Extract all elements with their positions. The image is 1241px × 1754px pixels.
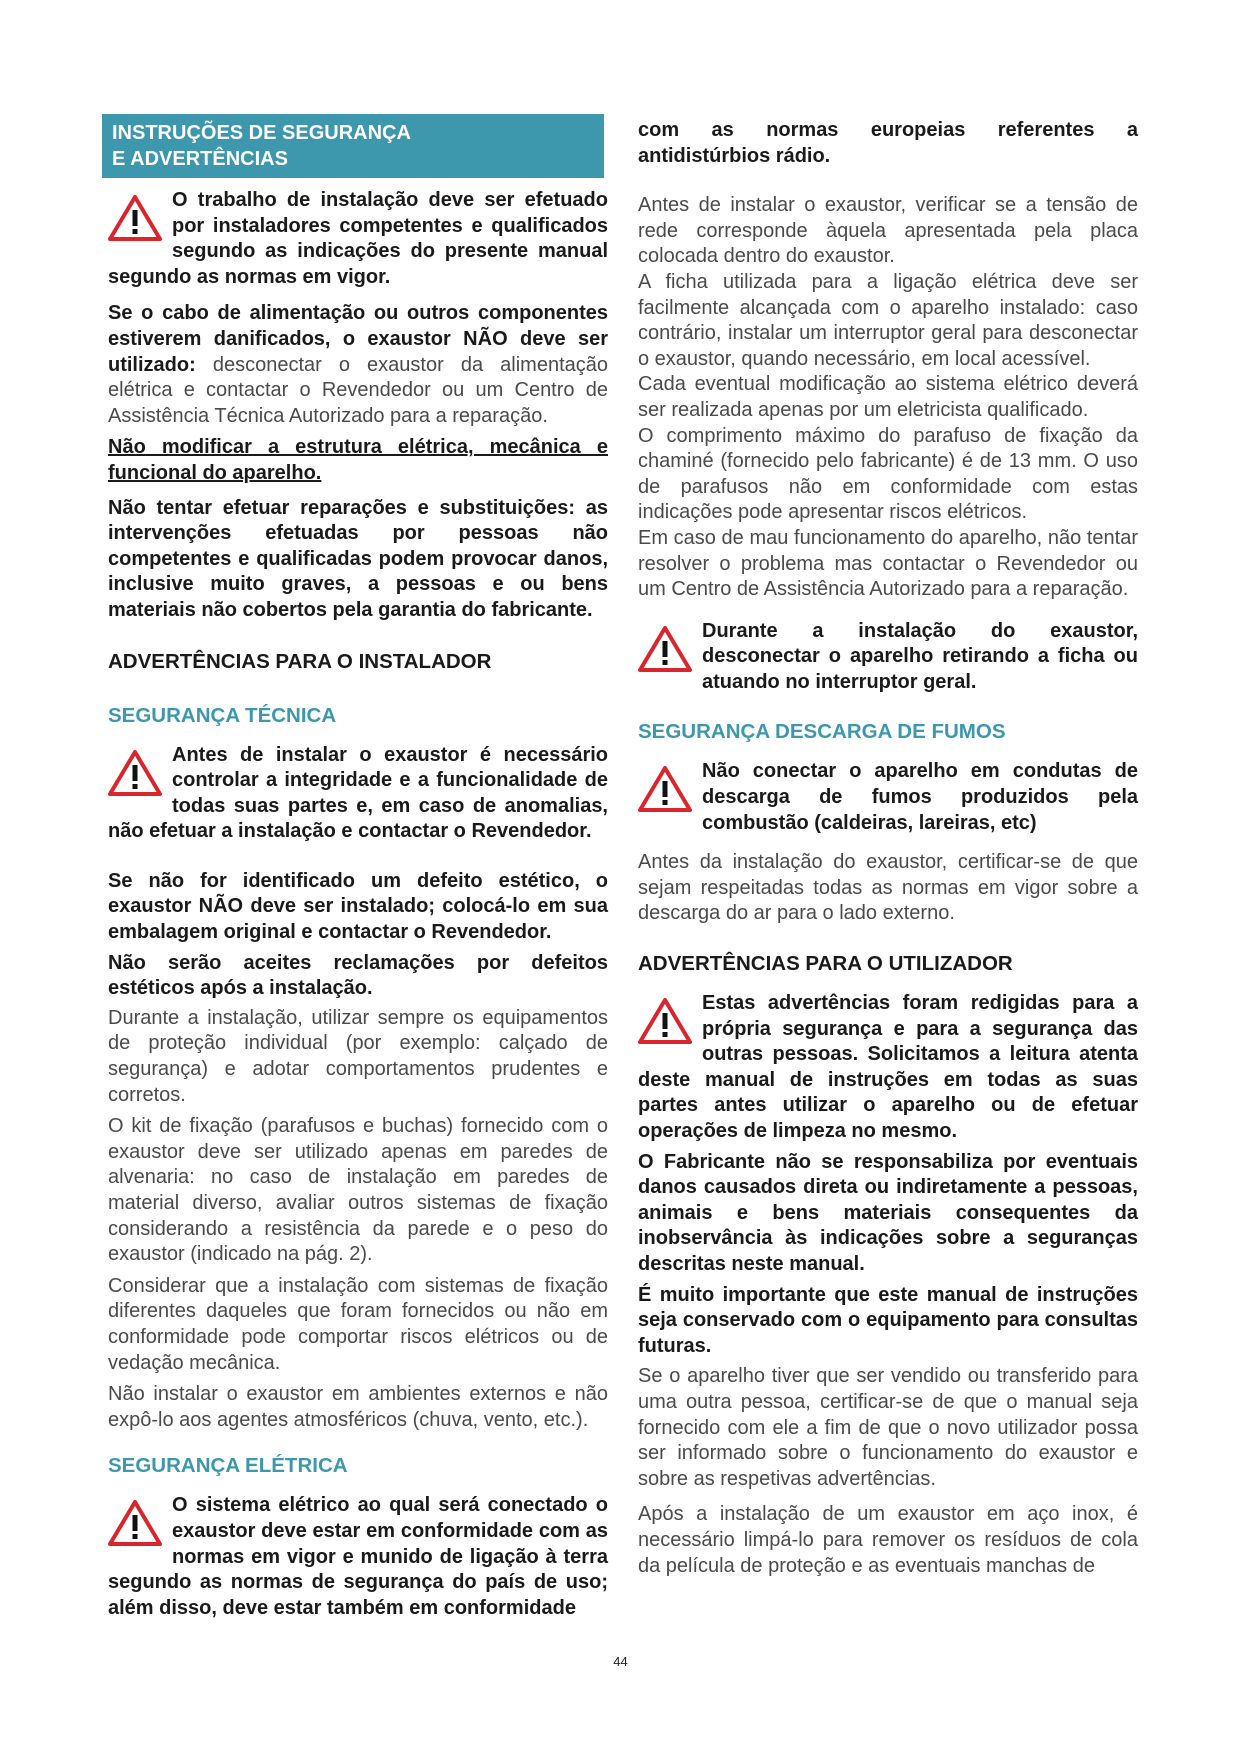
paragraph: O comprimento máximo do parafuso de fixação da chaminé (fornecido pelo fabricante) é de 13 mm. O uso de parafusos não em conformidade com estas indicações pode apresentar riscos elétricos.	[638, 424, 1138, 524]
paragraph: Antes de instalar o exaustor, verificar se a tensão de rede corresponde àquela apresentada pela placa colocada dentro do exaustor.	[638, 194, 1138, 268]
warning-block	[108, 1493, 608, 1621]
warning-block	[638, 991, 1138, 1145]
paragraph: A ficha utilizada para a ligação elétrica deve ser facilmente alcançada com o aparelho instalado: caso contrário, instalar um interruptor geral para desconectar o exaustor, quando necessário, em local acessível.	[638, 270, 1138, 370]
heading-installer: ADVERTÊNCIAS PARA O INSTALADOR	[108, 649, 492, 673]
paragraph-underlined: Não modificar a estrutura elétrica, mecânica e funcional do aparelho.	[108, 436, 608, 484]
paragraph: Não serão aceites reclamações por defeitos estéticos após a instalação.	[108, 951, 608, 1000]
paragraph: Antes da instalação do exaustor, certificar-se de que sejam respeitadas todas as normas em vigor sobre a descarga do ar para o lado externo.	[638, 851, 1138, 925]
warning-text: Antes de instalar o exaustor é necessário controlar a integridade e a funcionalidade de todas suas partes e, em caso de anomalias, não efetuar a instalação e contactar o Revendedor.	[108, 743, 608, 843]
warning-block	[638, 619, 1138, 696]
warning-icon	[638, 625, 692, 673]
warning-icon	[638, 997, 692, 1045]
warning-text: O sistema elétrico ao qual será conectado o exaustor deve estar em conformidade com as normas em vigor e munido de ligação à terra segundo as normas de segurança do país de uso; além disso, deve estar também em conformidade	[108, 1494, 608, 1619]
heading-fumes-safety: SEGURANÇA DESCARGA DE FUMOS	[638, 720, 1006, 744]
paragraph: Cada eventual modificação ao sistema elétrico deverá ser realizada apenas por um eletricista qualificado.	[638, 373, 1138, 421]
warning-text: Não conectar o aparelho em condutas de descarga de fumos produzidos pela combustão (caldeiras, lareiras, etc)	[702, 760, 1138, 834]
paragraph: Após a instalação de um exaustor em aço inox, é necessário limpá-lo para remover os resíduos de cola da película de proteção e as eventuais manchas de	[638, 1503, 1138, 1577]
paragraph-light: desconectar o exaustor da alimentação elétrica e contactar o Revendedor ou um Centro de Assistência Técnica Autorizado para a reparação.	[108, 353, 608, 427]
paragraph: É muito importante que este manual de instruções seja conservado com o equipamento para consultas futuras.	[638, 1283, 1138, 1357]
heading-electrical-safety: SEGURANÇA ELÉTRICA	[108, 1454, 348, 1478]
paragraph: Considerar que a instalação com sistemas de fixação diferentes daqueles que foram fornecidos ou não em conformidade pode comportar riscos elétricos ou de vedação mecânica.	[108, 1274, 608, 1374]
paragraph: Durante a instalação, utilizar sempre os equipamentos de proteção individual (por exemplo: calçado de segurança) e adotar comportamentos prudentes e corretos.	[108, 1006, 608, 1106]
warning-text: Durante a instalação do exaustor, desconectar o aparelho retirando a ficha ou atuando no interruptor geral.	[702, 619, 1138, 693]
paragraph: Não tentar efetuar reparações e substituições: as intervenções efetuadas por pessoas não competentes e qualificadas podem provocar danos, inclusive muito graves, a pessoas e ou bens materiais não cobertos pela garantia do fabricante.	[108, 496, 608, 621]
warning-block	[108, 743, 608, 845]
paragraph-continued: com as normas europeias referentes a antidistúrbios rádio.	[638, 119, 1138, 167]
warning-icon	[108, 749, 162, 797]
paragraph: Não instalar o exaustor em ambientes externos e não expô-lo aos agentes atmosféricos (chuva, vento, etc.).	[108, 1383, 608, 1431]
warning-text: Estas advertências foram redigidas para a própria segurança e para a segurança das outras pessoas. Solicitamos a leitura atenta deste manual de instruções em todas as suas partes antes utilizar o aparelho ou de efetuar operações de limpeza no mesmo.	[638, 992, 1138, 1142]
banner-title-line1: INSTRUÇÕES DE SEGURANÇA	[112, 122, 411, 144]
paragraph	[108, 301, 608, 429]
left-column	[108, 188, 608, 1621]
heading-technical-safety: SEGURANÇA TÉCNICA	[108, 703, 337, 727]
warning-text: O trabalho de instalação deve ser efetuado por instaladores competentes e qualificados segundo as indicações do presente manual segundo as normas em vigor.	[108, 189, 608, 288]
paragraph: Se o aparelho tiver que ser vendido ou transferido para uma outra pessoa, certificar-se de que o manual seja fornecido com ele a fim de que o novo utilizador possa ser informado sobre o funcionamento do exaustor e sobre as respetivas advertências.	[638, 1365, 1138, 1490]
paragraph: Em caso de mau funcionamento do aparelho, não tentar resolver o problema mas contactar o Revendedor ou um Centro de Assistência Autorizado para a reparação.	[638, 526, 1138, 601]
paragraph-bold: Se o cabo de alimentação ou outros componentes estiverem danificados, o exaustor NÃO deve ser utilizado:	[108, 302, 608, 376]
warning-block	[638, 759, 1138, 836]
warning-icon	[108, 1499, 162, 1547]
section-banner	[102, 114, 604, 178]
warning-icon	[638, 765, 692, 813]
paragraph: O Fabricante não se responsabiliza por eventuais danos causados direta ou indiretamente a pessoas, animais e bens materiais consequentes da inobservância às indicações sobre a seguranças descritas neste manual.	[638, 1150, 1138, 1275]
warning-block	[108, 188, 608, 290]
paragraph: O kit de fixação (parafusos e buchas) fornecido com o exaustor deve ser utilizado apenas em paredes de alvenaria: no caso de instalação em paredes de material diverso, avaliar outros sistemas de fixação considerando a resistência da parede e o peso do exaustor (indicado na pág. 2).	[108, 1115, 608, 1266]
warning-icon	[108, 194, 162, 242]
paragraph: Se não for identificado um defeito estético, o exaustor NÃO deve ser instalado; colocá-lo em sua embalagem original e contactar o Revendedor.	[108, 869, 608, 944]
page-number: 44	[613, 1654, 628, 1669]
heading-user: ADVERTÊNCIAS PARA O UTILIZADOR	[638, 952, 1013, 976]
right-column	[638, 118, 1138, 1579]
banner-title-line2: E ADVERTÊNCIAS	[112, 148, 288, 170]
